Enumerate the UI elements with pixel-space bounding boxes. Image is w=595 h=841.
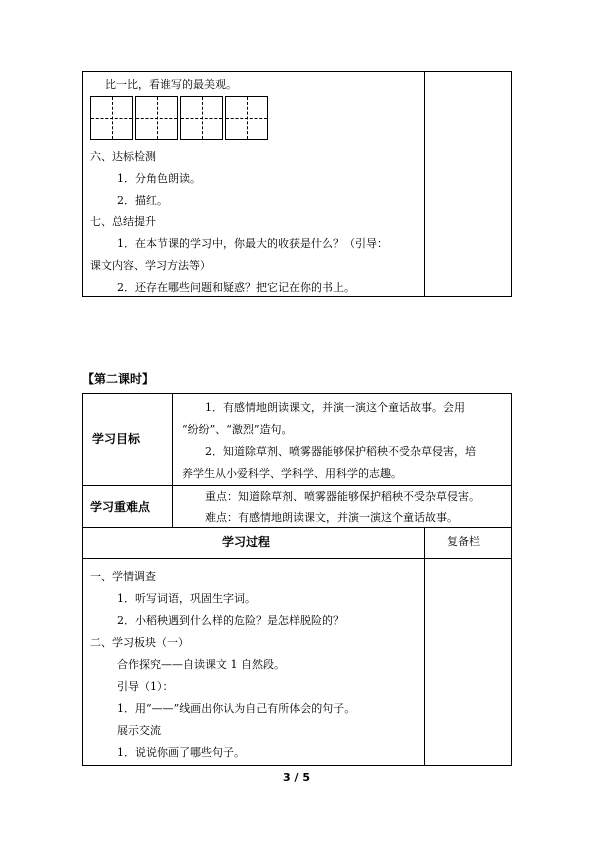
list-item: 2．描红。 bbox=[117, 194, 168, 207]
goals-label: 学习目标 bbox=[92, 432, 141, 446]
list-item: 1．在本节课的学习中，你最大的收获是什么？（引导： bbox=[117, 237, 388, 250]
process-line: 展示交流 bbox=[117, 724, 161, 737]
process-header: 学习过程 bbox=[222, 535, 271, 549]
process-line: 引导（1）： bbox=[117, 680, 174, 693]
writing-grid-cell bbox=[135, 96, 178, 140]
process-line: 合作探究——自读课文 1 自然段。 bbox=[117, 658, 285, 671]
section-title: 【第二课时】 bbox=[82, 372, 155, 386]
keypoints-row-separator bbox=[82, 527, 512, 528]
process-side-divider bbox=[424, 527, 425, 766]
page-number: 3 / 5 bbox=[283, 771, 310, 784]
goals-line: 1．有感情地朗读课文，并演一演这个童话故事。会用 bbox=[205, 401, 465, 414]
writing-grid bbox=[90, 96, 270, 140]
key-point-line: 重点：知道除草剂、喷雾器能够保护稻秧不受杂草侵害。 bbox=[205, 490, 480, 503]
key-points-label: 学习重难点 bbox=[90, 500, 151, 514]
writing-grid-cell bbox=[90, 96, 133, 140]
section-six-heading: 六、达标检测 bbox=[90, 150, 156, 163]
process-line: 1．听写词语，巩固生字词。 bbox=[117, 592, 256, 605]
process-line: 2．小稻秧遇到什么样的危险？是怎样脱险的？ bbox=[117, 614, 344, 627]
compare-text: 比一比，看谁写的最美观。 bbox=[105, 78, 237, 91]
process-line: 二、学习板块（一） bbox=[90, 636, 189, 649]
difficult-point-line: 难点：有感情地朗读课文，并演一演这个童话故事。 bbox=[205, 511, 458, 524]
process-line: 1．说说你画了哪些句子。 bbox=[117, 746, 245, 759]
list-item-continued: 课文内容、学习方法等） bbox=[90, 259, 211, 272]
writing-grid-cell bbox=[180, 96, 223, 140]
process-header-separator bbox=[82, 558, 512, 559]
process-line: 一、学情调查 bbox=[90, 570, 156, 583]
label-column-divider bbox=[172, 393, 173, 527]
list-item: 2．还存在哪些问题和疑惑？把它记在你的书上。 bbox=[117, 281, 355, 294]
list-item: 1．分角色朗读。 bbox=[117, 172, 201, 185]
process-side-header: 复备栏 bbox=[447, 535, 480, 548]
goals-row-separator bbox=[82, 485, 512, 486]
goals-line: “纷纷”、“激烈”造句。 bbox=[182, 423, 293, 436]
process-line: 1．用“——”线画出你认为自己有所体会的句子。 bbox=[117, 702, 356, 715]
goals-line: 养学生从小爱科学、学科学、用科学的志趣。 bbox=[182, 467, 402, 480]
top-table-divider bbox=[424, 71, 425, 297]
section-seven-heading: 七、总结提升 bbox=[90, 215, 156, 228]
goals-line: 2．知道除草剂、喷雾器能够保护稻秧不受杂草侵害，培 bbox=[205, 445, 476, 458]
writing-grid-cell bbox=[225, 96, 268, 140]
